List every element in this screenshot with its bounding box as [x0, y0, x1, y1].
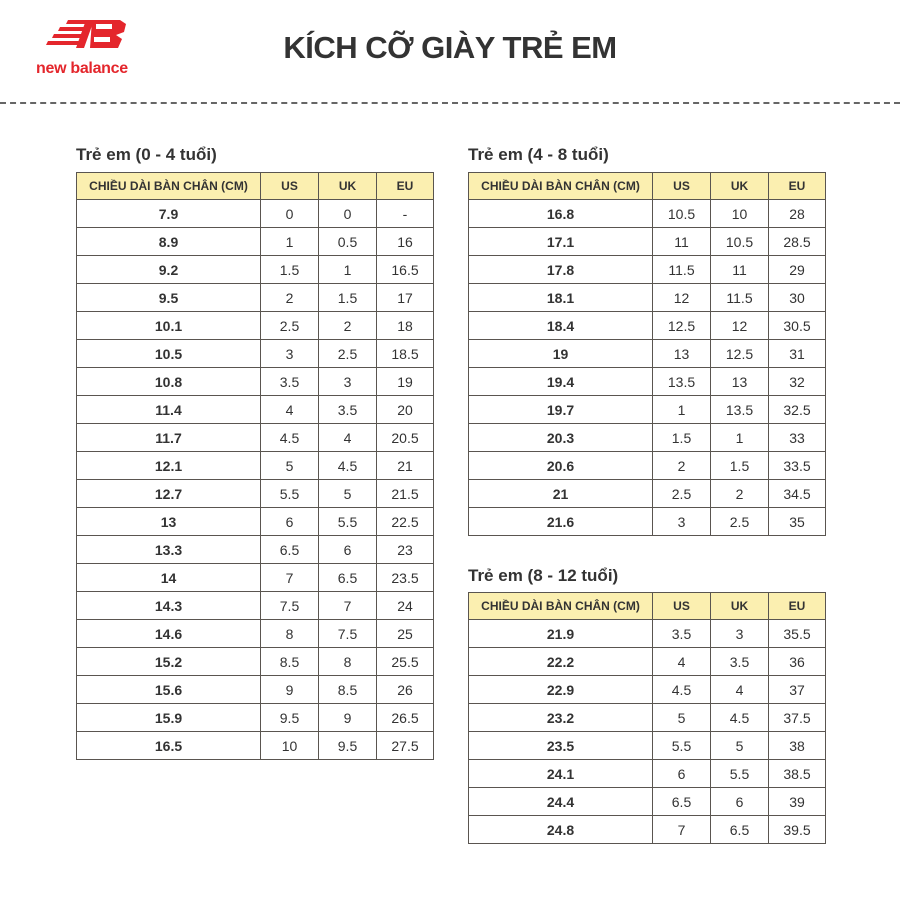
uk-size-cell: 5.5 — [711, 760, 769, 788]
section-title-8-12: Trẻ em (8 - 12 tuổi) — [468, 566, 619, 585]
uk-size-cell: 11.5 — [711, 284, 769, 312]
us-size-cell: 5.5 — [261, 480, 319, 508]
us-size-cell: 13.5 — [653, 368, 711, 396]
uk-size-cell: 7.5 — [319, 620, 377, 648]
foot-length-cell: 9.5 — [77, 284, 261, 312]
us-size-cell: 11.5 — [653, 256, 711, 284]
eu-size-cell: 25 — [377, 620, 434, 648]
uk-size-cell: 10.5 — [711, 228, 769, 256]
column-header-eu-size: EU — [769, 173, 826, 200]
brand-name: new balance — [36, 60, 128, 77]
size-table-8-12 — [468, 592, 826, 844]
us-size-cell: 8 — [261, 620, 319, 648]
us-size-cell: 1.5 — [261, 256, 319, 284]
column-header-foot-length: CHIỀU DÀI BÀN CHÂN (CM) — [469, 173, 653, 200]
uk-size-cell: 9.5 — [319, 732, 377, 760]
table-row — [469, 732, 826, 760]
foot-length-cell: 12.7 — [77, 480, 261, 508]
size-table-0-4 — [76, 172, 434, 760]
eu-size-cell: 32 — [769, 368, 826, 396]
eu-size-cell: 23.5 — [377, 564, 434, 592]
table-row — [77, 648, 434, 676]
table-row — [469, 256, 826, 284]
table-row — [77, 536, 434, 564]
size-table-4-8 — [468, 172, 826, 536]
uk-size-cell: 12.5 — [711, 340, 769, 368]
eu-size-cell: 28.5 — [769, 228, 826, 256]
eu-size-cell: 19 — [377, 368, 434, 396]
table-row — [77, 676, 434, 704]
uk-size-cell: 3 — [319, 368, 377, 396]
uk-size-cell: 1 — [711, 424, 769, 452]
section-title-4-8: Trẻ em (4 - 8 tuổi) — [468, 145, 609, 164]
table-row — [77, 704, 434, 732]
table-row — [469, 424, 826, 452]
foot-length-cell: 11.4 — [77, 396, 261, 424]
foot-length-cell: 17.8 — [469, 256, 653, 284]
table-row — [77, 564, 434, 592]
header-row — [469, 593, 826, 620]
us-size-cell: 5 — [653, 704, 711, 732]
us-size-cell: 2 — [261, 284, 319, 312]
us-size-cell: 11 — [653, 228, 711, 256]
table-row — [77, 200, 434, 228]
foot-length-cell: 14.3 — [77, 592, 261, 620]
eu-size-cell: 16 — [377, 228, 434, 256]
eu-size-cell: 35.5 — [769, 620, 826, 648]
eu-size-cell: 20.5 — [377, 424, 434, 452]
us-size-cell: 6.5 — [261, 536, 319, 564]
foot-length-cell: 21.9 — [469, 620, 653, 648]
uk-size-cell: 11 — [711, 256, 769, 284]
eu-size-cell: 34.5 — [769, 480, 826, 508]
column-header-eu-size: EU — [769, 593, 826, 620]
column-header-us-size: US — [261, 173, 319, 200]
uk-size-cell: 8 — [319, 648, 377, 676]
us-size-cell: 9 — [261, 676, 319, 704]
us-size-cell: 6 — [653, 760, 711, 788]
table-row — [469, 228, 826, 256]
column-header-foot-length: CHIỀU DÀI BÀN CHÂN (CM) — [77, 173, 261, 200]
us-size-cell: 4.5 — [261, 424, 319, 452]
us-size-cell: 4 — [653, 648, 711, 676]
column-header-foot-length: CHIỀU DÀI BÀN CHÂN (CM) — [469, 593, 653, 620]
foot-length-cell: 11.7 — [77, 424, 261, 452]
eu-size-cell: 32.5 — [769, 396, 826, 424]
us-size-cell: 3.5 — [653, 620, 711, 648]
table-row — [77, 480, 434, 508]
table-row — [469, 704, 826, 732]
eu-size-cell: 22.5 — [377, 508, 434, 536]
foot-length-cell: 19.7 — [469, 396, 653, 424]
eu-size-cell: 33 — [769, 424, 826, 452]
us-size-cell: 1 — [653, 396, 711, 424]
uk-size-cell: 6.5 — [319, 564, 377, 592]
foot-length-cell: 22.9 — [469, 676, 653, 704]
table-row — [77, 284, 434, 312]
dashed-divider — [0, 102, 900, 104]
column-header-uk-size: UK — [711, 173, 769, 200]
table-row — [77, 340, 434, 368]
uk-size-cell: 12 — [711, 312, 769, 340]
foot-length-cell: 18.1 — [469, 284, 653, 312]
foot-length-cell: 9.2 — [77, 256, 261, 284]
eu-size-cell: 39 — [769, 788, 826, 816]
us-size-cell: 6 — [261, 508, 319, 536]
uk-size-cell: 3.5 — [319, 396, 377, 424]
us-size-cell: 9.5 — [261, 704, 319, 732]
us-size-cell: 13 — [653, 340, 711, 368]
us-size-cell: 7 — [653, 816, 711, 844]
foot-length-cell: 10.1 — [77, 312, 261, 340]
foot-length-cell: 15.9 — [77, 704, 261, 732]
us-size-cell: 1 — [261, 228, 319, 256]
table-row — [77, 396, 434, 424]
foot-length-cell: 14.6 — [77, 620, 261, 648]
eu-size-cell: 27.5 — [377, 732, 434, 760]
us-size-cell: 5 — [261, 452, 319, 480]
foot-length-cell: 21 — [469, 480, 653, 508]
foot-length-cell: 21.6 — [469, 508, 653, 536]
us-size-cell: 4 — [261, 396, 319, 424]
eu-size-cell: 37.5 — [769, 704, 826, 732]
eu-size-cell: 26 — [377, 676, 434, 704]
uk-size-cell: 7 — [319, 592, 377, 620]
uk-size-cell: 2.5 — [711, 508, 769, 536]
table-row — [469, 200, 826, 228]
eu-size-cell: 21 — [377, 452, 434, 480]
table-row — [77, 424, 434, 452]
foot-length-cell: 10.8 — [77, 368, 261, 396]
uk-size-cell: 3 — [711, 620, 769, 648]
column-header-us-size: US — [653, 593, 711, 620]
foot-length-cell: 12.1 — [77, 452, 261, 480]
foot-length-cell: 17.1 — [469, 228, 653, 256]
foot-length-cell: 15.2 — [77, 648, 261, 676]
header-row — [77, 173, 434, 200]
column-header-eu-size: EU — [377, 173, 434, 200]
foot-length-cell: 8.9 — [77, 228, 261, 256]
foot-length-cell: 19.4 — [469, 368, 653, 396]
section-title-0-4: Trẻ em (0 - 4 tuổi) — [76, 145, 217, 164]
uk-size-cell: 6.5 — [711, 816, 769, 844]
foot-length-cell: 16.8 — [469, 200, 653, 228]
uk-size-cell: 0 — [319, 200, 377, 228]
uk-size-cell: 4 — [319, 424, 377, 452]
us-size-cell: 10.5 — [653, 200, 711, 228]
us-size-cell: 2.5 — [653, 480, 711, 508]
us-size-cell: 4.5 — [653, 676, 711, 704]
eu-size-cell: 25.5 — [377, 648, 434, 676]
eu-size-cell: 20 — [377, 396, 434, 424]
uk-size-cell: 5.5 — [319, 508, 377, 536]
eu-size-cell: 16.5 — [377, 256, 434, 284]
table-row — [469, 788, 826, 816]
table-row — [469, 340, 826, 368]
foot-length-cell: 24.4 — [469, 788, 653, 816]
us-size-cell: 3 — [261, 340, 319, 368]
eu-size-cell: 35 — [769, 508, 826, 536]
us-size-cell: 7 — [261, 564, 319, 592]
uk-size-cell: 2 — [319, 312, 377, 340]
eu-size-cell: 30 — [769, 284, 826, 312]
foot-length-cell: 18.4 — [469, 312, 653, 340]
table-row — [469, 816, 826, 844]
table-row — [469, 760, 826, 788]
eu-size-cell: 28 — [769, 200, 826, 228]
table-row — [77, 508, 434, 536]
table-row — [469, 368, 826, 396]
us-size-cell: 0 — [261, 200, 319, 228]
us-size-cell: 1.5 — [653, 424, 711, 452]
table-row — [77, 228, 434, 256]
eu-size-cell: 18 — [377, 312, 434, 340]
table-row — [469, 676, 826, 704]
table-row — [469, 508, 826, 536]
uk-size-cell: 13 — [711, 368, 769, 396]
table-row — [77, 620, 434, 648]
eu-size-cell: 18.5 — [377, 340, 434, 368]
us-size-cell: 12.5 — [653, 312, 711, 340]
column-header-us-size: US — [653, 173, 711, 200]
uk-size-cell: 9 — [319, 704, 377, 732]
uk-size-cell: 13.5 — [711, 396, 769, 424]
foot-length-cell: 23.5 — [469, 732, 653, 760]
table-row — [469, 396, 826, 424]
eu-size-cell: 37 — [769, 676, 826, 704]
us-size-cell: 7.5 — [261, 592, 319, 620]
foot-length-cell: 10.5 — [77, 340, 261, 368]
foot-length-cell: 14 — [77, 564, 261, 592]
uk-size-cell: 1 — [319, 256, 377, 284]
us-size-cell: 12 — [653, 284, 711, 312]
table-row — [77, 592, 434, 620]
foot-length-cell: 15.6 — [77, 676, 261, 704]
table-row — [77, 312, 434, 340]
table-row — [469, 480, 826, 508]
uk-size-cell: 0.5 — [319, 228, 377, 256]
eu-size-cell: 33.5 — [769, 452, 826, 480]
eu-size-cell: 29 — [769, 256, 826, 284]
table-row — [77, 732, 434, 760]
us-size-cell: 2.5 — [261, 312, 319, 340]
foot-length-cell: 24.8 — [469, 816, 653, 844]
eu-size-cell: 31 — [769, 340, 826, 368]
foot-length-cell: 20.6 — [469, 452, 653, 480]
foot-length-cell: 20.3 — [469, 424, 653, 452]
foot-length-cell: 23.2 — [469, 704, 653, 732]
uk-size-cell: 1.5 — [319, 284, 377, 312]
eu-size-cell: 21.5 — [377, 480, 434, 508]
eu-size-cell: 17 — [377, 284, 434, 312]
table-row — [77, 452, 434, 480]
eu-size-cell: 38 — [769, 732, 826, 760]
column-header-uk-size: UK — [711, 593, 769, 620]
column-header-uk-size: UK — [319, 173, 377, 200]
us-size-cell: 10 — [261, 732, 319, 760]
uk-size-cell: 5 — [711, 732, 769, 760]
eu-size-cell: 38.5 — [769, 760, 826, 788]
us-size-cell: 3.5 — [261, 368, 319, 396]
us-size-cell: 6.5 — [653, 788, 711, 816]
us-size-cell: 8.5 — [261, 648, 319, 676]
eu-size-cell: 30.5 — [769, 312, 826, 340]
foot-length-cell: 22.2 — [469, 648, 653, 676]
eu-size-cell: 24 — [377, 592, 434, 620]
table-row — [77, 256, 434, 284]
eu-size-cell: - — [377, 200, 434, 228]
eu-size-cell: 39.5 — [769, 816, 826, 844]
uk-size-cell: 4.5 — [711, 704, 769, 732]
uk-size-cell: 8.5 — [319, 676, 377, 704]
us-size-cell: 5.5 — [653, 732, 711, 760]
uk-size-cell: 4 — [711, 676, 769, 704]
table-row — [469, 284, 826, 312]
uk-size-cell: 3.5 — [711, 648, 769, 676]
foot-length-cell: 19 — [469, 340, 653, 368]
foot-length-cell: 13 — [77, 508, 261, 536]
table-row — [469, 620, 826, 648]
eu-size-cell: 36 — [769, 648, 826, 676]
uk-size-cell: 4.5 — [319, 452, 377, 480]
uk-size-cell: 5 — [319, 480, 377, 508]
foot-length-cell: 16.5 — [77, 732, 261, 760]
us-size-cell: 3 — [653, 508, 711, 536]
foot-length-cell: 13.3 — [77, 536, 261, 564]
table-row — [77, 368, 434, 396]
foot-length-cell: 24.1 — [469, 760, 653, 788]
page-title: KÍCH CỠ GIÀY TRẺ EM — [283, 30, 617, 65]
uk-size-cell: 2 — [711, 480, 769, 508]
us-size-cell: 2 — [653, 452, 711, 480]
uk-size-cell: 10 — [711, 200, 769, 228]
header-row — [469, 173, 826, 200]
table-row — [469, 648, 826, 676]
uk-size-cell: 6 — [319, 536, 377, 564]
eu-size-cell: 23 — [377, 536, 434, 564]
uk-size-cell: 1.5 — [711, 452, 769, 480]
uk-size-cell: 2.5 — [319, 340, 377, 368]
foot-length-cell: 7.9 — [77, 200, 261, 228]
eu-size-cell: 26.5 — [377, 704, 434, 732]
uk-size-cell: 6 — [711, 788, 769, 816]
table-row — [469, 452, 826, 480]
table-row — [469, 312, 826, 340]
